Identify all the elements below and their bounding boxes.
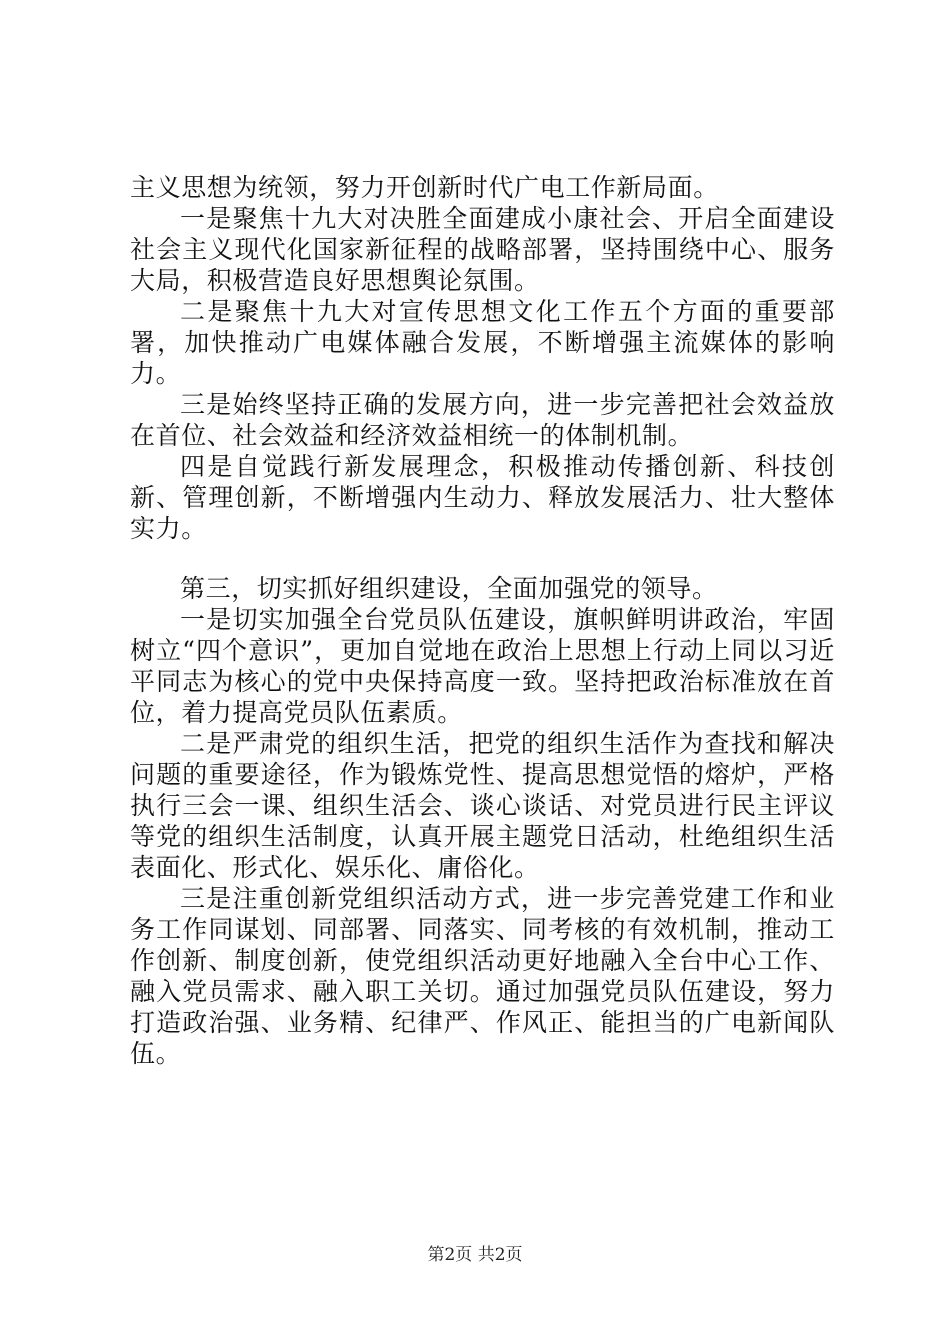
- page-footer: 第2页 共2页: [427, 1245, 523, 1265]
- paragraph-point-one: 一是切实加强全台党员队伍建设，旗帜鲜明讲政治，牢固树立“四个意识”，更加自觉地在政治上思想上行动上同以习近平同志为核心的党中央保持高度一致。坚持把政治标准放在首位，着力提高党员队伍素质。: [130, 605, 835, 727]
- document-body: [130, 172, 835, 1069]
- section-gap: [130, 544, 835, 573]
- paragraph-point-one: 一是聚焦十九大对决胜全面建成小康社会、开启全面建设社会主义现代化国家新征程的战略部署，坚持围绕中心、服务大局，积极营造良好思想舆论氛围。: [130, 204, 835, 295]
- paragraph-point-two: 二是严肃党的组织生活，把党的组织生活作为查找和解决问题的重要途径，作为锻炼党性、提高思想觉悟的熔炉，严格执行三会一课、组织生活会、谈心谈话、对党员进行民主评议等党的组织生活制度，认真开展主题党日活动，杜绝组织生活表面化、形式化、娱乐化、庸俗化。: [130, 729, 835, 882]
- paragraph-point-four: 四是自觉践行新发展理念，积极推动传播创新、科技创新、管理创新，不断增强内生动力、释放发展活力、壮大整体实力。: [130, 452, 835, 543]
- section-heading-third: 第三，切实抓好组织建设，全面加强党的领导。: [180, 574, 718, 603]
- paragraph-point-three: 三是始终坚持正确的发展方向，进一步完善把社会效益放在首位、社会效益和经济效益相统一的体制机制。: [130, 390, 835, 450]
- paragraph-point-two: 二是聚焦十九大对宣传思想文化工作五个方面的重要部署，加快推动广电媒体融合发展，不断增强主流媒体的影响力。: [130, 297, 835, 388]
- paragraph-point-three: 三是注重创新党组织活动方式，进一步完善党建工作和业务工作同谋划、同部署、同落实、同考核的有效机制，推动工作创新、制度创新，使党组织活动更好地融入全台中心工作、融入党员需求、融入职工关切。通过加强党员队伍建设，努力打造政治强、业务精、纪律严、作风正、能担当的广电新闻队伍。: [130, 884, 835, 1068]
- paragraph-continuation: 主义思想为统领，努力开创新时代广电工作新局面。: [130, 173, 719, 202]
